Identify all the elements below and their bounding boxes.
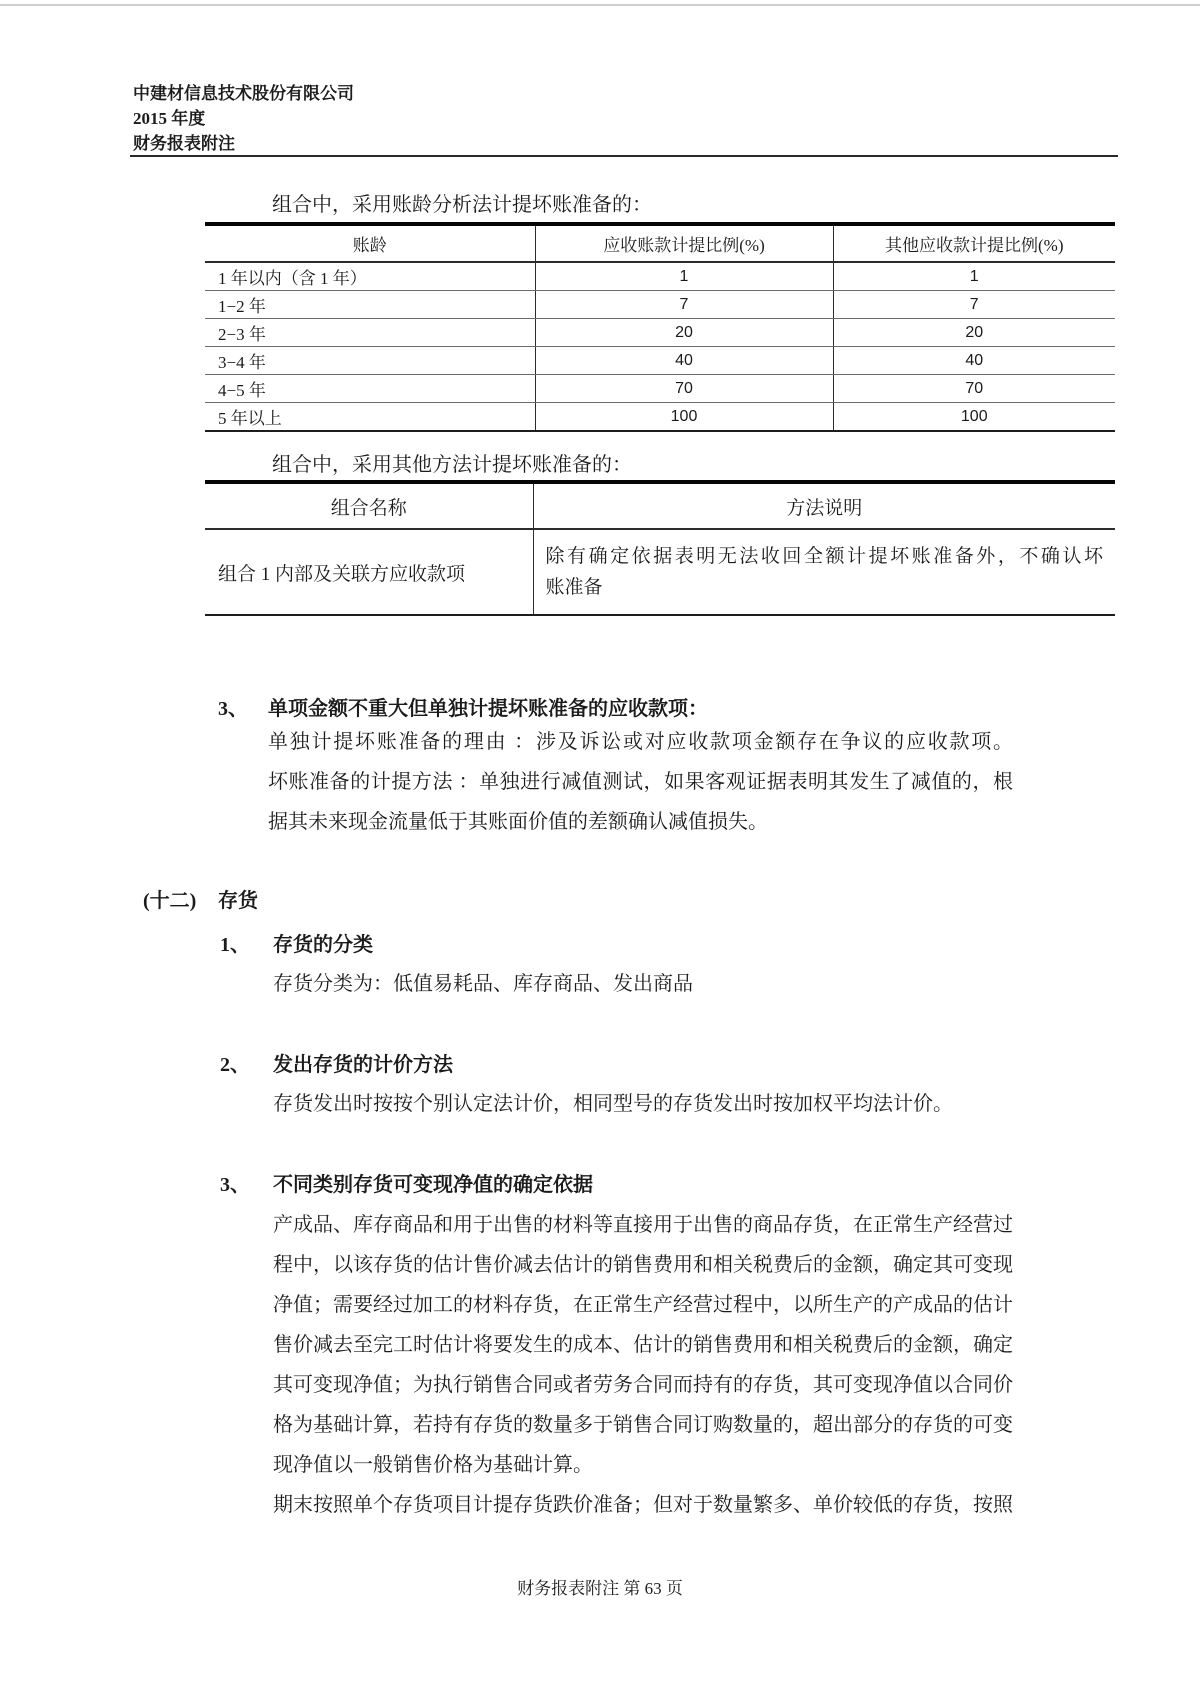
section12-heading: [143, 884, 258, 913]
body-line: 坏账准备的计提方法 ：单独进行减值测试，如果客观证据表明其发生了减值的，根: [268, 771, 1013, 793]
section12-number: (十二): [143, 890, 197, 912]
other-method-cell-name: 组合 1 内部及关联方应收款项: [205, 529, 533, 615]
sub2-title: 发出存货的计价方法: [273, 1054, 453, 1076]
other-method-table: [205, 480, 1115, 616]
aging-table-header-row: [205, 224, 1115, 262]
sub1-title: 存货的分类: [273, 934, 373, 956]
aging-cell-age: 1 年以内（含 1 年）: [205, 262, 535, 291]
aging-cell-other-percent: 70: [833, 375, 1115, 403]
aging-table-row: [205, 319, 1115, 347]
body-line: 现净值以一般销售价格为基础计算。: [273, 1454, 593, 1476]
sub1-body: 存货分类为：低值易耗品、库存商品、发出商品: [273, 973, 693, 995]
aging-cell-other-percent: 7: [833, 291, 1115, 319]
aging-col-other-percent: 其他应收款计提比例(%): [833, 224, 1115, 262]
aging-cell-ar-percent: 70: [535, 375, 833, 403]
other-method-intro: 组合中，采用其他方法计提坏账准备的：: [272, 454, 632, 476]
aging-cell-age: 1−2 年: [205, 291, 535, 319]
method-line: 除有确定依据表明无法收回全额计提坏账准备外，不确认坏: [545, 546, 1103, 567]
item3-number: 3、: [218, 698, 248, 720]
sub3-heading: [220, 1168, 593, 1197]
other-method-row: [205, 529, 1115, 615]
other-method-header-row: [205, 482, 1115, 529]
sub2-heading: [220, 1048, 453, 1077]
body-line: 净值；需要经过加工的材料存货，在正常生产经营过程中，以所生产的产成品的估计: [273, 1294, 1013, 1316]
section12-title: 存货: [218, 890, 258, 912]
aging-col-age: 账龄: [205, 224, 535, 262]
header-divider: [130, 155, 1118, 157]
body-line: 单独计提坏账准备的理由 ：涉及诉讼或对应收款项金额存在争议的应收款项。: [268, 731, 1013, 753]
sub1-number: 1、: [220, 934, 250, 956]
report-period: 2015 年度: [133, 109, 206, 128]
aging-cell-other-percent: 40: [833, 347, 1115, 375]
aging-table-row: [205, 347, 1115, 375]
other-method-cell-method: [533, 529, 1115, 615]
sub3-title: 不同类别存货可变现净值的确定依据: [273, 1174, 593, 1196]
aging-table-intro: 组合中，采用账龄分析法计提坏账准备的：: [272, 194, 652, 216]
body-line: 格为基础计算，若持有存货的数量多于销售合同订购数量的，超出部分的存货的可变: [273, 1414, 1013, 1436]
other-method-col-method: 方法说明: [533, 482, 1115, 529]
other-method-col-name: 组合名称: [205, 482, 533, 529]
scan-artifact-line: [0, 4, 1200, 6]
item3-body: [268, 722, 1013, 842]
page-footer: 财务报表附注 第 63 页: [517, 1579, 683, 1598]
aging-cell-other-percent: 100: [833, 403, 1115, 432]
sub3-number: 3、: [220, 1174, 250, 1196]
sub3-body: [273, 1205, 1013, 1525]
aging-cell-age: 2−3 年: [205, 319, 535, 347]
aging-cell-other-percent: 1: [833, 262, 1115, 291]
aging-cell-age: 3−4 年: [205, 347, 535, 375]
method-line: 账准备: [545, 577, 603, 598]
aging-table-row: [205, 262, 1115, 291]
aging-cell-age: 5 年以上: [205, 403, 535, 432]
aging-cell-ar-percent: 7: [535, 291, 833, 319]
body-line: 产成品、库存商品和用于出售的材料等直接用于出售的商品存货，在正常生产经营过: [273, 1214, 1013, 1236]
sub2-number: 2、: [220, 1054, 250, 1076]
item3-heading: [218, 692, 708, 721]
company-name: 中建材信息技术股份有限公司: [133, 84, 354, 103]
body-line: 程中，以该存货的估计售价减去估计的销售费用和相关税费后的金额，确定其可变现: [273, 1254, 1013, 1276]
sub2-body: 存货发出时按按个别认定法计价，相同型号的存货发出时按加权平均法计价。: [273, 1093, 953, 1115]
body-line: 期末按照单个存货项目计提存货跌价准备；但对于数量繁多、单价较低的存货，按照: [273, 1494, 1013, 1516]
aging-cell-ar-percent: 40: [535, 347, 833, 375]
sub1-heading: [220, 928, 373, 957]
body-line: 其可变现净值；为执行销售合同或者劳务合同而持有的存货，其可变现净值以合同价: [273, 1374, 1013, 1396]
aging-cell-ar-percent: 1: [535, 262, 833, 291]
aging-table-row: [205, 403, 1115, 432]
aging-provision-table: [205, 222, 1115, 432]
aging-cell-age: 4−5 年: [205, 375, 535, 403]
body-line: 据其未来现金流量低于其账面价值的差额确认减值损失。: [268, 811, 768, 833]
aging-cell-other-percent: 20: [833, 319, 1115, 347]
aging-table-row: [205, 375, 1115, 403]
item3-title: 单项金额不重大但单独计提坏账准备的应收款项：: [268, 698, 708, 720]
aging-table-row: [205, 291, 1115, 319]
body-line: 售价减去至完工时估计将要发生的成本、估计的销售费用和相关税费后的金额，确定: [273, 1334, 1013, 1356]
aging-cell-ar-percent: 20: [535, 319, 833, 347]
report-title: 财务报表附注: [133, 134, 235, 153]
document-header: [133, 81, 354, 156]
aging-cell-ar-percent: 100: [535, 403, 833, 432]
aging-col-ar-percent: 应收账款计提比例(%): [535, 224, 833, 262]
